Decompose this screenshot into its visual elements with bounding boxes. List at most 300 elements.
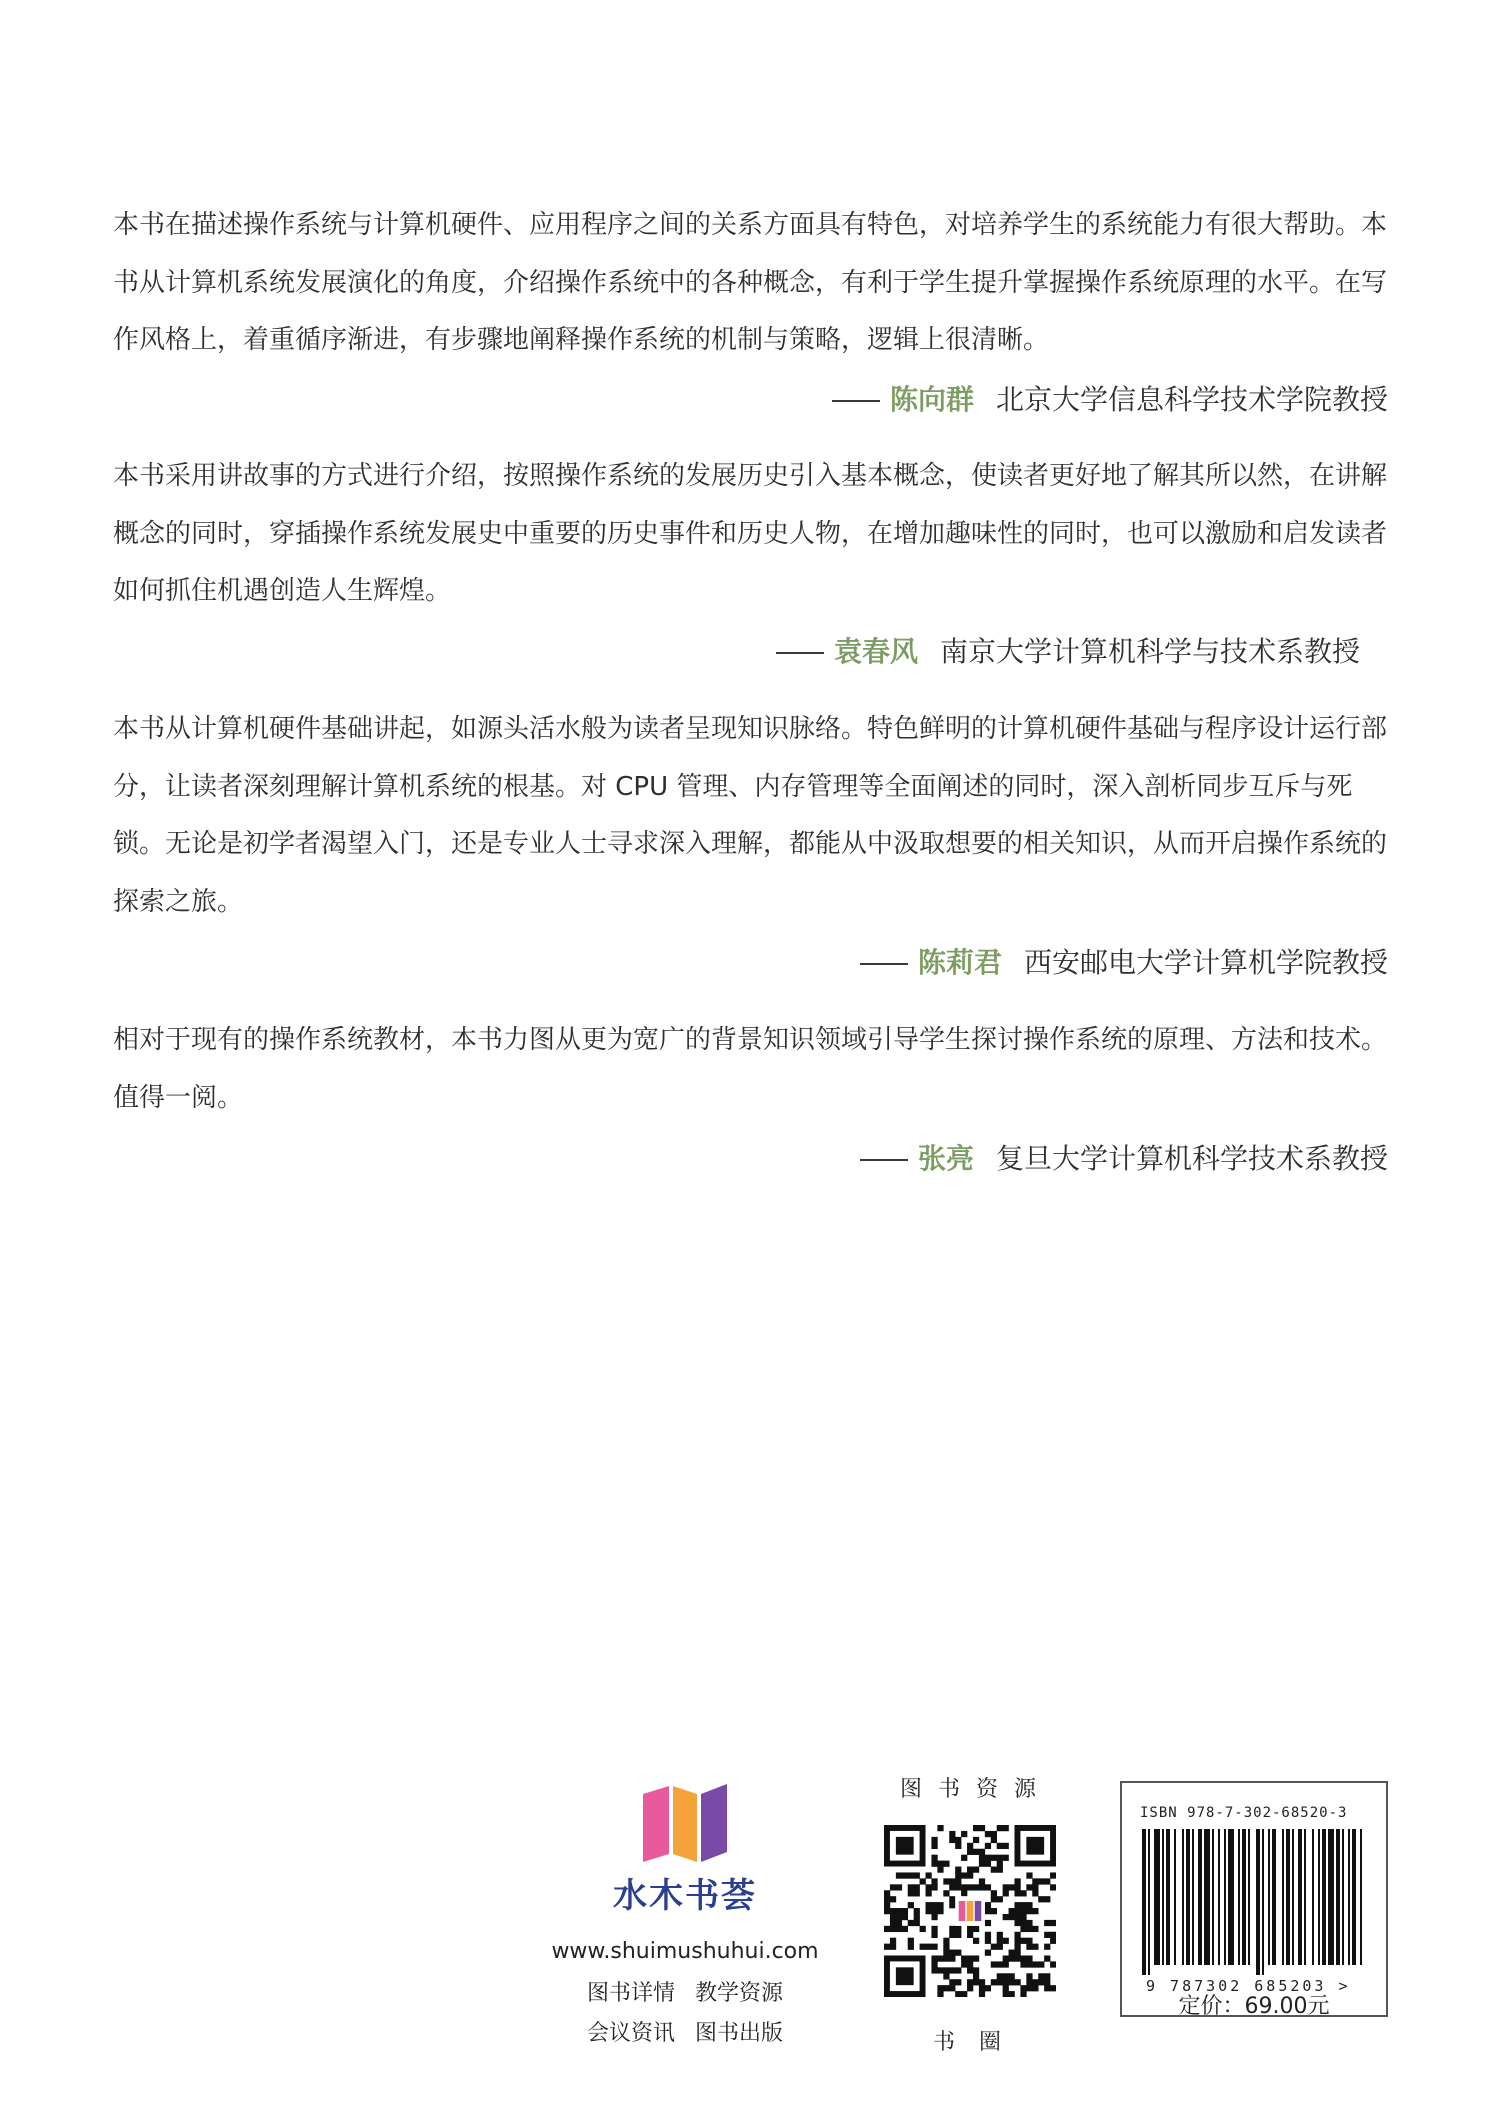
barcode-bar xyxy=(1224,1829,1226,1965)
qr-module xyxy=(997,1896,1003,1902)
qr-module xyxy=(973,1967,979,1973)
qr-module xyxy=(908,1944,914,1950)
qr-module xyxy=(937,1867,943,1873)
qr-module xyxy=(955,1991,961,1997)
qr-module xyxy=(967,1961,973,1967)
barcode-bar xyxy=(1268,1829,1270,1965)
qr-module xyxy=(943,1944,949,1950)
qr-module xyxy=(991,1867,997,1873)
qr-module xyxy=(943,1985,949,1991)
qr-module xyxy=(1044,1973,1050,1979)
qr-module xyxy=(1026,1979,1032,1985)
qr-module xyxy=(967,1932,973,1938)
qr-module xyxy=(967,1867,973,1873)
qr-module xyxy=(1026,1920,1032,1926)
barcode-bar xyxy=(1198,1829,1202,1965)
qr-module xyxy=(931,1902,937,1908)
isbn-box xyxy=(1120,1781,1388,2017)
barcode-bar xyxy=(1148,1829,1150,1975)
qr-module xyxy=(1003,1955,1009,1961)
qr-module xyxy=(926,1872,932,1878)
barcode-bar xyxy=(1162,1829,1164,1965)
qr-logo-bar xyxy=(967,1901,974,1921)
qr-module xyxy=(931,1944,937,1950)
qr-module xyxy=(1009,1991,1015,1997)
qr-module xyxy=(1032,1908,1038,1914)
qr-module xyxy=(943,1967,949,1973)
qr-module xyxy=(955,1872,961,1878)
qr-module xyxy=(1014,1932,1020,1938)
qr-module xyxy=(943,1938,949,1944)
qr-module xyxy=(1009,1908,1015,1914)
qr-module xyxy=(985,1861,991,1867)
qr-module xyxy=(908,1938,914,1944)
qr-module xyxy=(985,1985,991,1991)
qr-module xyxy=(997,1938,1003,1944)
qr-module xyxy=(961,1855,967,1861)
qr-logo-bar xyxy=(959,1901,966,1921)
qr-module xyxy=(949,1979,955,1985)
qr-module xyxy=(985,1932,991,1938)
qr-module xyxy=(1044,1932,1050,1938)
qr-module xyxy=(890,1896,896,1902)
barcode-bar xyxy=(1186,1829,1190,1965)
qr-module xyxy=(1009,1955,1015,1961)
barcode-bar xyxy=(1272,1829,1276,1965)
qr-module xyxy=(1038,1961,1044,1967)
qr-module xyxy=(926,1908,932,1914)
qr-module xyxy=(914,1884,920,1890)
qr-finder-center xyxy=(896,1967,914,1985)
qr-module xyxy=(1003,1855,1009,1861)
barcode-bar xyxy=(1304,1829,1306,1965)
qr-module xyxy=(914,1908,920,1914)
qr-module xyxy=(997,1825,1003,1831)
qr-module xyxy=(997,1867,1003,1873)
qr-module xyxy=(1050,1961,1056,1967)
qr-module xyxy=(961,1890,967,1896)
review-4-attribution xyxy=(860,1139,1388,1179)
qr-module xyxy=(949,1985,955,1991)
qr-module xyxy=(890,1920,896,1926)
publisher-block xyxy=(545,1778,825,2054)
qr-module xyxy=(920,1926,926,1932)
qr-module xyxy=(973,1973,979,1979)
qr-module xyxy=(1032,1944,1038,1950)
qr-module xyxy=(949,1950,955,1956)
qr-module xyxy=(997,1932,1003,1938)
qr-module xyxy=(1014,1878,1020,1884)
barcode-bar xyxy=(1192,1829,1194,1965)
barcode-bar xyxy=(1336,1829,1340,1965)
barcode-bar xyxy=(1228,1829,1234,1965)
qr-module xyxy=(985,1908,991,1914)
qr-module xyxy=(890,1944,896,1950)
qr-module xyxy=(931,1861,937,1867)
qr-module xyxy=(961,1831,967,1837)
qr-module xyxy=(931,1837,937,1843)
qr-module xyxy=(1044,1985,1050,1991)
qr-module xyxy=(979,1855,985,1861)
barcode-bar xyxy=(1182,1829,1184,1965)
qr-module xyxy=(908,1902,914,1908)
review-4-name: 张亮 xyxy=(917,1142,974,1175)
barcode-bar xyxy=(1328,1829,1334,1965)
qr-module xyxy=(961,1991,967,1997)
barcode-bar xyxy=(1142,1829,1146,1975)
em-dash-line xyxy=(860,963,908,965)
qr-module xyxy=(979,1878,985,1884)
review-1-title: 北京大学信息科学技术学院教授 xyxy=(995,383,1388,416)
qr-module xyxy=(973,1849,979,1855)
em-dash-line xyxy=(776,652,824,654)
barcode-bar xyxy=(1174,1829,1176,1965)
qr-module xyxy=(931,1932,937,1938)
qr-module xyxy=(943,1955,949,1961)
review-3-name: 陈莉君 xyxy=(917,946,1002,979)
qr-module xyxy=(914,1890,920,1896)
qr-module xyxy=(967,1872,973,1878)
isbn-barcode-digits: 9 787302 685203 > xyxy=(1146,1977,1351,1995)
barcode-bar xyxy=(1298,1829,1302,1965)
qr-module xyxy=(908,1872,914,1878)
qr-module xyxy=(997,1843,1003,1849)
qr-module xyxy=(967,1967,973,1973)
barcode-icon xyxy=(1136,1829,1374,1975)
qr-module xyxy=(931,1955,937,1961)
barcode-bar xyxy=(1286,1829,1290,1965)
qr-module xyxy=(1026,1973,1032,1979)
qr-module xyxy=(985,1884,991,1890)
qr-module xyxy=(991,1837,997,1843)
qr-module xyxy=(961,1955,967,1961)
qr-module xyxy=(920,1944,926,1950)
qr-module xyxy=(949,1878,955,1884)
qr-module xyxy=(1038,1979,1044,1985)
qr-module xyxy=(943,1861,949,1867)
barcode-bar xyxy=(1238,1829,1240,1965)
barcode-bar xyxy=(1154,1829,1160,1965)
qr-module xyxy=(949,1932,955,1938)
qr-module xyxy=(1044,1979,1050,1985)
qr-module xyxy=(1020,1890,1026,1896)
qr-module xyxy=(1044,1896,1050,1902)
qr-module xyxy=(1014,1955,1020,1961)
qr-module xyxy=(949,1884,955,1890)
barcode-bar xyxy=(1348,1829,1350,1965)
qr-module xyxy=(991,1908,997,1914)
qr-module xyxy=(908,1920,914,1926)
qr-module xyxy=(1020,1961,1026,1967)
qr-module xyxy=(937,1991,943,1997)
qr-module xyxy=(1014,1920,1020,1926)
barcode-bar xyxy=(1292,1829,1294,1965)
barcode-bar xyxy=(1318,1829,1320,1965)
qr-module xyxy=(1032,1979,1038,1985)
qr-module xyxy=(949,1896,955,1902)
qr-module xyxy=(1014,1902,1020,1908)
qr-module xyxy=(967,1985,973,1991)
qr-module xyxy=(890,1884,896,1890)
barcode-bar xyxy=(1256,1829,1260,1975)
qr-module xyxy=(884,1902,890,1908)
qr-module xyxy=(914,1920,920,1926)
qr-module xyxy=(973,1884,979,1890)
qr-module xyxy=(955,1878,961,1884)
barcode-bar xyxy=(1312,1829,1314,1965)
qr-module xyxy=(1026,1944,1032,1950)
qr-module xyxy=(949,1926,955,1932)
qr-module xyxy=(896,1914,902,1920)
qr-title: 图书资源 xyxy=(899,1777,1052,1802)
qr-module xyxy=(949,1955,955,1961)
link-teaching-resources[interactable]: 教学资源 xyxy=(695,1981,784,2006)
qr-module xyxy=(985,1831,991,1837)
barcode-bar xyxy=(1248,1829,1250,1965)
qr-module xyxy=(902,1908,908,1914)
qr-code-icon[interactable] xyxy=(884,1825,1056,1997)
qr-module xyxy=(931,1884,937,1890)
qr-module xyxy=(1003,1973,1009,1979)
qr-module xyxy=(1044,1920,1050,1926)
qr-module xyxy=(1020,1926,1026,1932)
qr-module xyxy=(1003,1825,1009,1831)
qr-module xyxy=(991,1890,997,1896)
qr-module xyxy=(1014,1979,1020,1985)
qr-module xyxy=(902,1914,908,1920)
qr-module xyxy=(955,1843,961,1849)
qr-module xyxy=(931,1878,937,1884)
link-book-publishing[interactable]: 图书出版 xyxy=(695,2021,784,2046)
qr-module xyxy=(997,1973,1003,1979)
qr-module xyxy=(1020,1991,1026,1997)
qr-module xyxy=(1044,1878,1050,1884)
qr-module xyxy=(890,1908,896,1914)
review-4-text: 相对于现有的操作系统教材，本书力图从更为宽广的背景知识领域引导学生探讨操作系统的原理、方法和技术。值得一阅。 xyxy=(113,1025,1388,1113)
qr-module xyxy=(949,1967,955,1973)
qr-module xyxy=(1009,1884,1015,1890)
qr-module xyxy=(961,1961,967,1967)
qr-module xyxy=(997,1961,1003,1967)
qr-module xyxy=(955,1967,961,1973)
qr-module xyxy=(961,1884,967,1890)
qr-module xyxy=(1050,1932,1056,1938)
qr-caption: 书圈 xyxy=(932,2030,1025,2055)
qr-module xyxy=(926,1890,932,1896)
qr-module xyxy=(1044,1955,1050,1961)
barcode-bar xyxy=(1352,1829,1356,1965)
qr-module xyxy=(1026,1908,1032,1914)
qr-module xyxy=(937,1902,943,1908)
qr-module xyxy=(931,1914,937,1920)
qr-module xyxy=(884,1926,890,1932)
qr-module xyxy=(896,1884,902,1890)
publisher-logo-icon xyxy=(637,1778,733,1862)
qr-finder-center xyxy=(896,1837,914,1855)
qr-module xyxy=(961,1872,967,1878)
qr-module xyxy=(967,1926,973,1932)
qr-module xyxy=(955,1926,961,1932)
qr-module xyxy=(991,1896,997,1902)
qr-module xyxy=(985,1920,991,1926)
qr-module xyxy=(1044,1944,1050,1950)
qr-module xyxy=(937,1955,943,1961)
qr-module xyxy=(1003,1843,1009,1849)
publisher-brand: 水木书荟 xyxy=(613,1876,757,1916)
publisher-website[interactable]: www.shuimushuhui.com xyxy=(551,1939,819,1964)
em-dash-line xyxy=(860,1159,908,1161)
qr-logo-bar xyxy=(975,1901,982,1921)
review-2-name: 袁春风 xyxy=(833,635,918,668)
qr-module xyxy=(1009,1973,1015,1979)
qr-module xyxy=(973,1938,979,1944)
qr-module xyxy=(1032,1961,1038,1967)
qr-module xyxy=(896,1872,902,1878)
qr-module xyxy=(884,1896,890,1902)
qr-module xyxy=(967,1849,973,1855)
qr-module xyxy=(955,1979,961,1985)
qr-module xyxy=(979,1979,985,1985)
qr-module xyxy=(1032,1926,1038,1932)
qr-module xyxy=(884,1908,890,1914)
qr-module xyxy=(949,1837,955,1843)
qr-module xyxy=(1003,1985,1009,1991)
qr-module xyxy=(1032,1985,1038,1991)
qr-module xyxy=(997,1861,1003,1867)
qr-module xyxy=(997,1855,1003,1861)
review-1-attribution xyxy=(832,380,1388,420)
qr-module xyxy=(949,1831,955,1837)
qr-module xyxy=(955,1884,961,1890)
qr-module xyxy=(896,1908,902,1914)
qr-module xyxy=(1050,1985,1056,1991)
qr-module xyxy=(1003,1938,1009,1944)
review-4-title: 复旦大学计算机科学技术系教授 xyxy=(995,1142,1388,1175)
qr-module xyxy=(943,1890,949,1896)
qr-module xyxy=(937,1908,943,1914)
qr-module xyxy=(1026,1902,1032,1908)
qr-module xyxy=(914,1872,920,1878)
qr-module xyxy=(1026,1961,1032,1967)
qr-module xyxy=(973,1825,979,1831)
qr-module xyxy=(985,1938,991,1944)
qr-module xyxy=(931,1855,937,1861)
qr-module xyxy=(985,1843,991,1849)
qr-module xyxy=(1038,1896,1044,1902)
qr-module xyxy=(991,1831,997,1837)
qr-module xyxy=(937,1825,943,1831)
qr-module xyxy=(937,1861,943,1867)
qr-module xyxy=(1003,1884,1009,1890)
qr-module xyxy=(991,1855,997,1861)
qr-module xyxy=(973,1979,979,1985)
barcode-bar xyxy=(1218,1829,1220,1965)
qr-module xyxy=(1014,1938,1020,1944)
qr-module xyxy=(1020,1938,1026,1944)
qr-module xyxy=(1032,1878,1038,1884)
qr-module xyxy=(1020,1920,1026,1926)
qr-module xyxy=(1038,1878,1044,1884)
qr-module xyxy=(985,1902,991,1908)
qr-module xyxy=(1026,1938,1032,1944)
qr-module xyxy=(979,1825,985,1831)
qr-module xyxy=(931,1843,937,1849)
qr-module xyxy=(955,1837,961,1843)
qr-module xyxy=(914,1914,920,1920)
barcode-bar xyxy=(1212,1829,1214,1965)
qr-block xyxy=(870,1772,1070,2056)
review-3-attribution xyxy=(860,943,1388,983)
qr-module xyxy=(1009,1914,1015,1920)
qr-module xyxy=(973,1867,979,1873)
qr-module xyxy=(926,1944,932,1950)
qr-module xyxy=(931,1967,937,1973)
qr-module xyxy=(1026,1985,1032,1991)
qr-module xyxy=(1020,1908,1026,1914)
qr-module xyxy=(926,1884,932,1890)
qr-module xyxy=(1014,1890,1020,1896)
qr-module xyxy=(967,1843,973,1849)
qr-module xyxy=(997,1944,1003,1950)
qr-module xyxy=(896,1920,902,1926)
qr-module xyxy=(979,1849,985,1855)
qr-module xyxy=(1020,1955,1026,1961)
qr-module xyxy=(1003,1991,1009,1997)
qr-module xyxy=(908,1890,914,1896)
review-2-title: 南京大学计算机科学与技术系教授 xyxy=(939,635,1360,668)
qr-module xyxy=(991,1961,997,1967)
qr-module xyxy=(1050,1884,1056,1890)
qr-module xyxy=(1032,1884,1038,1890)
qr-module xyxy=(908,1884,914,1890)
qr-module xyxy=(979,1985,985,1991)
qr-module xyxy=(1009,1950,1015,1956)
qr-module xyxy=(902,1872,908,1878)
review-2-attribution xyxy=(776,632,1360,672)
qr-module xyxy=(979,1861,985,1867)
qr-module xyxy=(1009,1979,1015,1985)
barcode-bar xyxy=(1342,1829,1344,1965)
barcode-bar xyxy=(1282,1829,1284,1965)
review-2-text: 本书采用讲故事的方式进行介绍，按照操作系统的发展历史引入基本概念，使读者更好地了解其所以然，在讲解概念的同时，穿插操作系统发展史中重要的历史事件和历史人物，在增加趣味性的同时，也可以激励和启发读者如何抓住机遇创造人生辉煌。 xyxy=(113,461,1388,606)
qr-module xyxy=(931,1961,937,1967)
qr-module xyxy=(1026,1955,1032,1961)
qr-module xyxy=(1026,1872,1032,1878)
barcode-bar xyxy=(1242,1829,1246,1965)
link-conference-news[interactable]: 会议资讯 xyxy=(586,2021,675,2046)
qr-module xyxy=(1026,1884,1032,1890)
qr-module xyxy=(979,1884,985,1890)
qr-module xyxy=(1020,1985,1026,1991)
link-book-details[interactable]: 图书详情 xyxy=(586,1981,675,2006)
publisher-links xyxy=(545,1974,825,2054)
qr-module xyxy=(1003,1961,1009,1967)
qr-module xyxy=(1003,1890,1009,1896)
review-1-text: 本书在描述操作系统与计算机硬件、应用程序之间的关系方面具有特色，对培养学生的系统能力有很大帮助。本书从计算机系统发展演化的角度，介绍操作系统中的各种概念，有利于学生提升掌握操作系统原理的水平。在写作风格上，着重循序渐进，有步骤地阐释操作系统的机制与策略，逻辑上很清晰。 xyxy=(113,210,1388,355)
qr-module xyxy=(991,1944,997,1950)
qr-module xyxy=(902,1926,908,1932)
qr-module xyxy=(979,1991,985,1997)
qr-module xyxy=(937,1985,943,1991)
barcode-bar xyxy=(1360,1829,1362,1965)
barcode-bar xyxy=(1322,1829,1326,1965)
qr-module xyxy=(920,1878,926,1884)
qr-module xyxy=(1050,1938,1056,1944)
qr-module xyxy=(1014,1908,1020,1914)
qr-module xyxy=(1038,1973,1044,1979)
price-label: 定价：69.00元 xyxy=(1178,1994,1330,2019)
qr-module xyxy=(973,1837,979,1843)
